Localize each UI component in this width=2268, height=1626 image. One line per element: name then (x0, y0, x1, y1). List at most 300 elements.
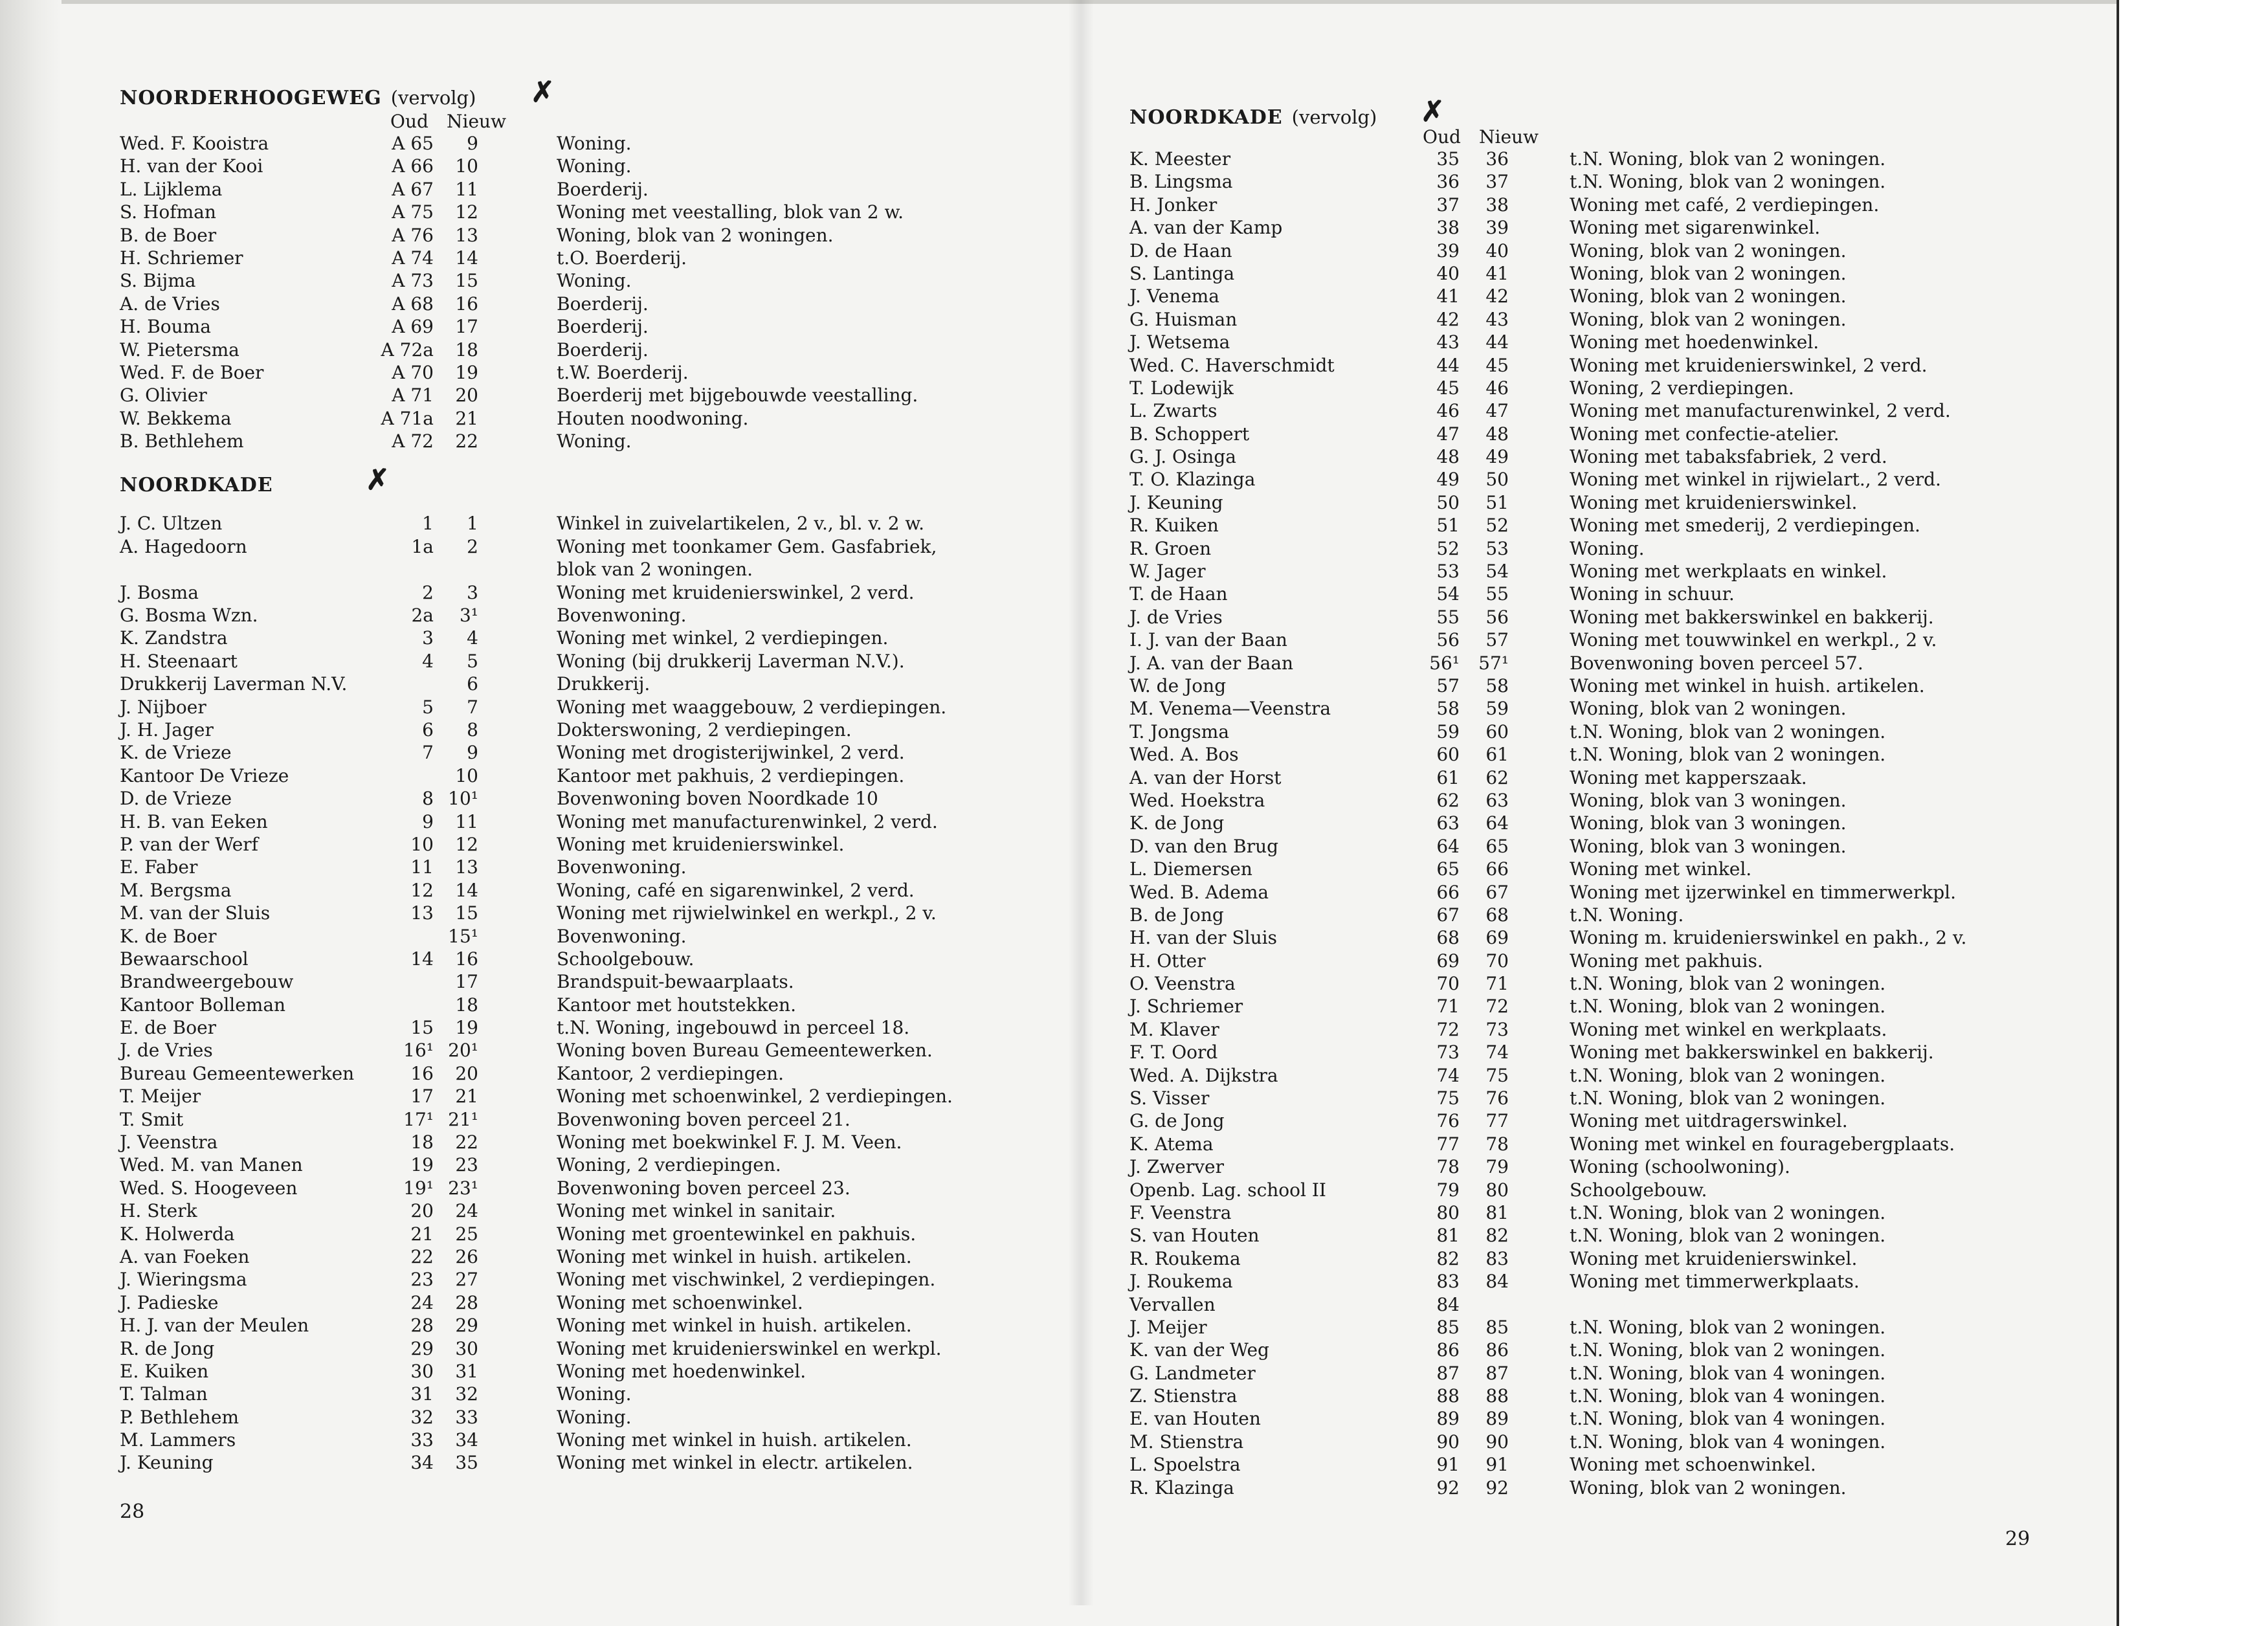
new-number: 86 (1485, 1339, 1509, 1361)
checkmark-x-icon: ✗ (1421, 95, 1445, 128)
new-number: 27 (455, 1269, 478, 1291)
list-item (1129, 377, 2100, 399)
new-number: 34 (455, 1429, 478, 1451)
old-number: 90 (1436, 1431, 1460, 1453)
old-number: A 65 (392, 133, 434, 154)
old-number: 75 (1436, 1087, 1460, 1109)
property-description: Woning met sigarenwinkel. (1570, 217, 1821, 239)
new-number: 79 (1485, 1156, 1509, 1178)
column-headers (1129, 127, 2100, 148)
new-number: 87 (1485, 1362, 1509, 1384)
list-item (1129, 308, 2100, 331)
list-item (1129, 629, 2100, 651)
property-description: Woning met confectie-atelier. (1570, 423, 1840, 445)
old-number: 3 (422, 627, 434, 649)
resident-name: L. Diemersen (1129, 858, 1252, 880)
old-number: A 66 (392, 155, 434, 177)
list-item (1129, 537, 2100, 560)
new-number: 46 (1485, 377, 1509, 399)
resident-name: H. van der Sluis (1129, 927, 1277, 949)
new-number: 22 (455, 430, 478, 452)
list-item (1129, 1201, 2100, 1224)
resident-name: G. J. Osinga (1129, 446, 1236, 468)
resident-name: J. de Vries (120, 1040, 213, 1062)
resident-name: T. Talman (120, 1383, 208, 1405)
checkmark-x-icon: ✗ (366, 463, 390, 497)
resident-name: Wed. A. Dijkstra (1129, 1064, 1278, 1086)
list-item (1129, 239, 2100, 262)
list-item (120, 1177, 1065, 1199)
resident-name: Openb. Lag. school II (1129, 1179, 1326, 1201)
list-item (120, 604, 1065, 627)
old-number: 67 (1436, 904, 1460, 926)
property-description: t.N. Woning, blok van 2 woningen. (1570, 1064, 1886, 1086)
property-description: Woning boven Bureau Gemeentewerken. (557, 1040, 933, 1062)
old-number: 58 (1436, 698, 1460, 720)
column-header-new: Nieuw (1479, 126, 1539, 148)
new-number: 24 (455, 1200, 478, 1222)
resident-name: S. Bijma (120, 270, 196, 292)
old-number: 28 (410, 1315, 434, 1337)
property-description: Winkel in zuivelartikelen, 2 v., bl. v. 2 w. (557, 513, 924, 535)
old-number: 51 (1436, 515, 1460, 537)
list-item (120, 269, 1065, 292)
property-description: Kantoor, 2 verdiepingen. (557, 1062, 784, 1084)
old-number: 48 (1436, 446, 1460, 468)
new-number: 83 (1485, 1247, 1509, 1269)
list-item (120, 1199, 1065, 1222)
list-item (1129, 674, 2100, 697)
new-number: 23¹ (448, 1177, 478, 1199)
old-number: 71 (1436, 996, 1460, 1018)
list-item (1129, 285, 2100, 307)
property-description: Woning, blok van 2 woningen. (1570, 1476, 1847, 1498)
resident-name: J. Keuning (1129, 491, 1223, 513)
list-item (1129, 1041, 2100, 1064)
old-number: 40 (1436, 262, 1460, 284)
property-description: Woning met vischwinkel, 2 verdiepingen. (557, 1269, 936, 1291)
old-number: 9 (422, 810, 434, 832)
list-item (1129, 858, 2100, 880)
resident-name: W. de Jong (1129, 674, 1227, 696)
list-item (120, 535, 1065, 558)
list-item (120, 879, 1065, 902)
resident-name: A. van Foeken (120, 1245, 250, 1267)
resident-name: J. Wieringsma (120, 1269, 247, 1291)
list-item (1129, 194, 2100, 216)
new-number: 54 (1485, 561, 1509, 583)
resident-name: J. Nijboer (120, 696, 206, 718)
list-item (1129, 1316, 2100, 1339)
property-description: Woning, blok van 2 woningen. (557, 224, 834, 246)
resident-name: G. Olivier (120, 384, 207, 406)
old-number: 6 (422, 718, 434, 741)
new-number: 31 (455, 1360, 478, 1382)
old-number: 30 (410, 1360, 434, 1382)
list-item (1129, 926, 2100, 949)
property-description: Woning met touwwinkel en werkpl., 2 v. (1570, 629, 1937, 651)
resident-name: R. Roukema (1129, 1247, 1241, 1269)
property-description: Woning met rijwielwinkel en werkpl., 2 v. (557, 902, 937, 924)
resident-name: A. van der Horst (1129, 766, 1282, 788)
list-item (120, 384, 1065, 406)
old-number: 2 (422, 581, 434, 603)
old-number: 72 (1436, 1018, 1460, 1040)
property-description: Woning m. kruidenierswinkel en pakh., 2 v. (1570, 927, 1967, 949)
section-header-noordkade (120, 463, 1065, 499)
list-item (120, 718, 1065, 741)
section-title: NOORDERHOOGEWEG (120, 87, 382, 109)
resident-name: J. H. Jager (120, 718, 214, 741)
property-description: Woning. (1570, 537, 1645, 559)
list-item (1129, 399, 2100, 422)
list-item (1129, 331, 2100, 353)
new-number: 29 (455, 1315, 478, 1337)
resident-name: Brandweergebouw (120, 971, 294, 993)
new-number: 14 (455, 247, 478, 269)
property-description: Woning met tabaksfabriek, 2 verd. (1570, 446, 1887, 468)
list-item (120, 1383, 1065, 1405)
resident-name: Bewaarschool (120, 948, 249, 970)
list-item (1129, 514, 2100, 537)
list-item (120, 1360, 1065, 1383)
list-item (120, 581, 1065, 604)
property-description: Bovenwoning boven perceel 57. (1570, 652, 1863, 674)
old-number: 21 (410, 1223, 434, 1245)
old-number: 10 (410, 833, 434, 855)
old-number: 18 (410, 1131, 434, 1153)
old-number: 63 (1436, 812, 1460, 834)
old-number: 86 (1436, 1339, 1460, 1361)
list-item (1129, 1133, 2100, 1155)
old-number: A 70 (392, 361, 434, 383)
property-description: t.N. Woning, blok van 4 woningen. (1570, 1385, 1886, 1407)
new-number: 33 (455, 1406, 478, 1428)
list-item (120, 224, 1065, 247)
resident-name: J. Veenstra (120, 1131, 218, 1153)
old-number: 73 (1436, 1041, 1460, 1064)
property-description: Woning, blok van 2 woningen. (1570, 698, 1847, 720)
old-number: 17 (410, 1086, 434, 1108)
old-number: 7 (422, 742, 434, 764)
property-description: Woning met manufacturenwinkel, 2 verd. (557, 810, 938, 832)
resident-name: T. O. Klazinga (1129, 469, 1256, 491)
new-number: 13 (455, 856, 478, 878)
list-item (120, 178, 1065, 201)
list-item (1129, 1109, 2100, 1132)
property-description: Woning, 2 verdiepingen. (1570, 377, 1794, 399)
property-description: Woning (schoolwoning). (1570, 1156, 1790, 1178)
old-number: 12 (410, 879, 434, 901)
list-item (1129, 423, 2100, 445)
new-number: 3 (467, 581, 478, 603)
property-description: Brandspuit-bewaarplaats. (557, 971, 794, 993)
resident-name: D. de Haan (1129, 239, 1232, 262)
old-number: 31 (410, 1383, 434, 1405)
list-item (120, 1268, 1065, 1291)
resident-name: B. Bethlehem (120, 430, 244, 452)
list-item (120, 407, 1065, 430)
new-number: 26 (455, 1245, 478, 1267)
new-number: 66 (1485, 858, 1509, 880)
old-number: 13 (410, 902, 434, 924)
old-number: 44 (1436, 354, 1460, 376)
column-header-old: Oud (390, 111, 428, 132)
resident-name: B. Schoppert (1129, 423, 1250, 445)
resident-name: G. de Jong (1129, 1110, 1225, 1132)
list-item (120, 1429, 1065, 1451)
list-item (1129, 1293, 2100, 1316)
property-description: t.N. Woning, ingebouwd in perceel 18. (557, 1017, 910, 1039)
new-number: 78 (1485, 1133, 1509, 1155)
list-item (120, 339, 1065, 361)
list-item (1129, 1247, 2100, 1270)
old-number: 20 (410, 1200, 434, 1222)
list-item (120, 155, 1065, 177)
resident-name: Wed. A. Bos (1129, 744, 1239, 766)
resident-name: S. Hofman (120, 201, 216, 223)
resident-name: Wed. F. de Boer (120, 361, 264, 383)
new-number: 15 (455, 270, 478, 292)
list-item (1129, 560, 2100, 583)
resident-name: G. Bosma Wzn. (120, 605, 258, 627)
property-description: Woning met smederij, 2 verdiepingen. (1570, 515, 1920, 537)
property-description: Woning met kruidenierswinkel. (1570, 491, 1858, 513)
old-number: 5 (422, 696, 434, 718)
property-description: t.N. Woning. (1570, 904, 1684, 926)
property-description: Houten noodwoning. (557, 407, 749, 429)
old-number: 19 (410, 1154, 434, 1176)
new-number: 92 (1485, 1476, 1509, 1498)
new-number: 55 (1485, 583, 1509, 605)
property-description: Schoolgebouw. (1570, 1179, 1707, 1201)
property-description: Woning met werkplaats en winkel. (1570, 561, 1887, 583)
resident-name: E. van Houten (1129, 1408, 1261, 1430)
list-item (1129, 652, 2100, 674)
resident-name: K. de Jong (1129, 812, 1225, 834)
old-number: 16 (410, 1062, 434, 1084)
resident-name: M. Lammers (120, 1429, 236, 1451)
new-number: 37 (1485, 171, 1509, 193)
resident-name: A. de Vries (120, 293, 220, 315)
property-description: Boerderij. (557, 339, 649, 361)
new-number: 61 (1485, 744, 1509, 766)
list-item (1129, 995, 2100, 1018)
section-continued: (vervolg) (1291, 106, 1377, 128)
list-item (120, 833, 1065, 856)
old-number: 53 (1436, 561, 1460, 583)
resident-name: M. Stienstra (1129, 1431, 1244, 1453)
property-description: Woning met kruidenierswinkel. (557, 833, 845, 855)
resident-name: M. Klaver (1129, 1018, 1219, 1040)
property-description: Kantoor met pakhuis, 2 verdiepingen. (557, 764, 905, 786)
page-number-right: 29 (2005, 1528, 2030, 1550)
resident-name: H. Sterk (120, 1200, 197, 1222)
property-description: Bovenwoning. (557, 925, 687, 947)
property-description: Woning met winkel in electr. artikelen. (557, 1452, 913, 1474)
resident-name: K. Zandstra (120, 627, 228, 649)
resident-name: E. de Boer (120, 1017, 217, 1039)
page-number-left: 28 (120, 1500, 145, 1523)
old-number: 56¹ (1429, 652, 1460, 674)
new-number: 10 (455, 764, 478, 786)
property-description: Woning met kruidenierswinkel, 2 verd. (1570, 354, 1928, 376)
property-description: t.N. Woning, blok van 2 woningen. (1570, 171, 1886, 193)
resident-name: H. B. van Eeken (120, 810, 268, 832)
property-description: Boerderij. (557, 293, 649, 315)
list-item (120, 558, 1065, 581)
new-number: 11 (455, 178, 478, 200)
property-description: Dokterswoning, 2 verdiepingen. (557, 718, 852, 741)
list-item (1129, 950, 2100, 972)
resident-name: L. Spoelstra (1129, 1454, 1241, 1476)
list-item (120, 1314, 1065, 1337)
new-number: 40 (1485, 239, 1509, 262)
property-description: Woning in schuur. (1570, 583, 1735, 605)
old-number: 69 (1436, 950, 1460, 972)
resident-name: G. Landmeter (1129, 1362, 1256, 1384)
old-number: 4 (422, 650, 434, 672)
resident-name: Wed. M. van Manen (120, 1154, 303, 1176)
list-item (1129, 766, 2100, 789)
property-description: Woning met ijzerwinkel en timmerwerkpl. (1570, 881, 1956, 903)
resident-name: H. Jonker (1129, 194, 1217, 216)
new-number: 52 (1485, 515, 1509, 537)
old-number: A 69 (392, 316, 434, 338)
resident-name: J. C. Ultzen (120, 513, 223, 535)
list-item (1129, 1362, 2100, 1385)
old-number: 38 (1436, 217, 1460, 239)
property-description: Woning met bakkerswinkel en bakkerij. (1570, 1041, 1934, 1064)
old-number: 78 (1436, 1156, 1460, 1178)
list-item (120, 132, 1065, 155)
new-number: 74 (1485, 1041, 1509, 1064)
list-item (120, 1451, 1065, 1474)
new-number: 38 (1485, 194, 1509, 216)
resident-name: H. Steenaart (120, 650, 238, 672)
property-description: Schoolgebouw. (557, 948, 695, 970)
resident-name: E. Faber (120, 856, 198, 878)
new-number: 5 (467, 650, 478, 672)
property-description: t.N. Woning, blok van 2 woningen. (1570, 1201, 1886, 1223)
resident-name: R. Klazinga (1129, 1476, 1234, 1498)
new-number: 63 (1485, 789, 1509, 811)
new-number: 20¹ (448, 1040, 478, 1062)
new-number: 13 (455, 224, 478, 246)
old-number: 61 (1436, 766, 1460, 788)
resident-name: I. J. van der Baan (1129, 629, 1287, 651)
resident-name: D. van den Brug (1129, 835, 1279, 857)
resident-name: J. Keuning (120, 1452, 214, 1474)
property-description: Woning met winkel en fouragebergplaats. (1570, 1133, 1955, 1155)
new-number: 76 (1485, 1087, 1509, 1109)
old-number: 2a (411, 605, 434, 627)
resident-name: Wed. F. Kooistra (120, 133, 269, 154)
list-item (1129, 743, 2100, 766)
list-item (120, 948, 1065, 970)
property-description: Woning met winkel in huish. artikelen. (557, 1245, 912, 1267)
new-number: 71 (1485, 973, 1509, 995)
resident-name: T. Meijer (120, 1086, 201, 1108)
property-description: Woning met schoenwinkel. (557, 1291, 803, 1313)
new-number: 1 (467, 513, 478, 535)
property-description: Woning met winkel in huish. artikelen. (557, 1429, 912, 1451)
new-number: 20 (455, 384, 478, 406)
right-page (1129, 95, 2100, 1499)
property-description: Woning met groentewinkel en pakhuis. (557, 1223, 917, 1245)
new-number: 18 (455, 994, 478, 1016)
new-number: 57¹ (1478, 652, 1509, 674)
section-header-noorderhoogeweg (120, 76, 1065, 111)
property-description: Woning met winkel in sanitair. (557, 1200, 836, 1222)
property-description: Woning met café, 2 verdiepingen. (1570, 194, 1880, 216)
new-number: 59 (1485, 698, 1509, 720)
resident-name: R. Kuiken (1129, 515, 1219, 537)
old-number: A 74 (392, 247, 434, 269)
list-item (1129, 148, 2100, 170)
resident-name: T. de Haan (1129, 583, 1228, 605)
old-number: 57 (1436, 674, 1460, 696)
new-number: 25 (455, 1223, 478, 1245)
new-number: 11 (455, 810, 478, 832)
resident-name: P. van der Werf (120, 833, 259, 855)
list-item (1129, 1431, 2100, 1453)
old-number: 42 (1436, 308, 1460, 330)
new-number: 50 (1485, 469, 1509, 491)
new-number: 43 (1485, 308, 1509, 330)
property-description: Woning. (557, 430, 632, 452)
resident-name: S. Visser (1129, 1087, 1210, 1109)
new-number: 70 (1485, 950, 1509, 972)
new-number: 88 (1485, 1385, 1509, 1407)
new-number: 36 (1485, 148, 1509, 170)
old-number: 52 (1436, 537, 1460, 559)
list-item (1129, 1407, 2100, 1430)
property-description: t.N. Woning, blok van 2 woningen. (1570, 744, 1886, 766)
resident-name: Wed. S. Hoogeveen (120, 1177, 298, 1199)
old-number: 64 (1436, 835, 1460, 857)
new-number: 77 (1485, 1110, 1509, 1132)
list-item (1129, 1087, 2100, 1109)
list-item (1129, 720, 2100, 743)
resident-name: J. Schriemer (1129, 996, 1243, 1018)
new-number: 30 (455, 1337, 478, 1359)
resident-name: H. van der Kooi (120, 155, 263, 177)
list-item (120, 970, 1065, 993)
property-description: Woning met veestalling, blok van 2 w. (557, 201, 904, 223)
list-item (1129, 697, 2100, 720)
new-number: 75 (1485, 1064, 1509, 1086)
property-description: Woning met uitdragerswinkel. (1570, 1110, 1848, 1132)
resident-name: R. Groen (1129, 537, 1212, 559)
new-number: 60 (1485, 720, 1509, 742)
resident-name: Drukkerij Laverman N.V. (120, 673, 348, 695)
property-description: Woning met winkel en werkplaats. (1570, 1018, 1887, 1040)
property-description: t.N. Woning, blok van 2 woningen. (1570, 1087, 1886, 1109)
new-number: 16 (455, 948, 478, 970)
old-number: 59 (1436, 720, 1460, 742)
new-number: 21 (455, 1086, 478, 1108)
resident-name: Kantoor Bolleman (120, 994, 286, 1016)
resident-name: D. de Vrieze (120, 788, 232, 810)
old-number: 36 (1436, 171, 1460, 193)
property-description: Bovenwoning boven Noordkade 10 (557, 788, 878, 810)
resident-name: E. Kuiken (120, 1360, 209, 1382)
list-item (1129, 1339, 2100, 1361)
section-title: NOORDKADE (120, 474, 273, 497)
new-number: 56 (1485, 606, 1509, 628)
property-description: Woning, blok van 2 woningen. (1570, 262, 1847, 284)
